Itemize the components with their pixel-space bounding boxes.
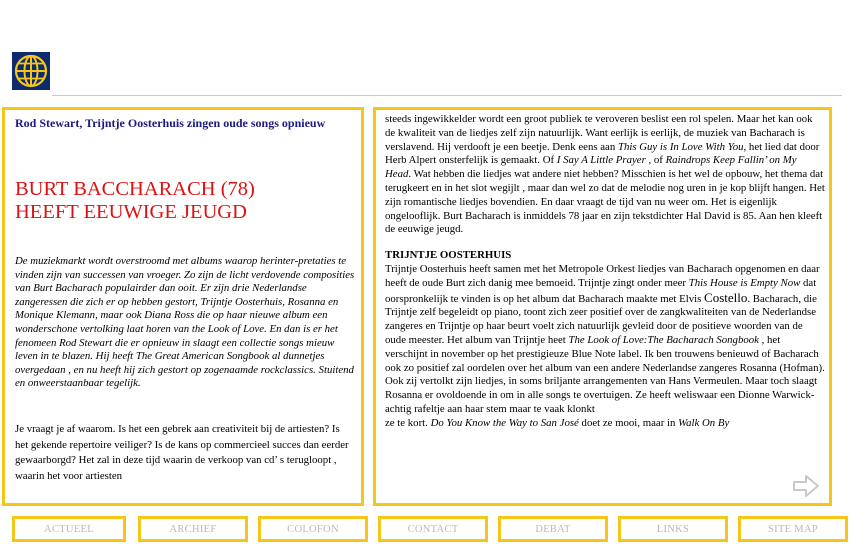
paragraph-3: ze te kort. Do You Know the Way to San José doet ze mooi, maar in Walk On By bbox=[385, 416, 730, 429]
header-divider bbox=[52, 95, 842, 96]
article-intro: De muziekmarkt wordt overstroomd met albums waarop herinter-pretaties te vinden zijn van successen van vroeger. Zo zijn de licht verdovende composities van Burt Bacharach populairder dan ooit. Er zijn drie Nederlandse zangeressen die zich er op hebben gestort, Trijntje Oosterhuis, Rosanna en Monique Klemann, maar ook Diana Ross die op haar nieuwe album een wonderschone vertolking laat horen van the Look of Love. En dan is er het fenomeen Rod Stewart die er opnieuw in slaagt een collectie songs mieuw leven in te blazen. Hij heeft The Great American Songbook al dunnetjes overgedaan , en nu heeft hij zich gestort op zogenaamde rockclassics. Stuitend en onweerstaanbaar tegelijk. bbox=[15, 255, 355, 390]
article-right-panel bbox=[373, 107, 832, 506]
headline-line-1: BURT BACCHARACH (78) bbox=[15, 178, 255, 200]
article-body-start: Je vraagt je af waarom. Is het een gebrek aan creativiteit bij de artiesten? Is het gekende repertoire veiliger? Is de kans op commercieel succes dan eerder gewaarborgd? Het zal in deze tijd waarin de verkoop van cd’ s terugloopt , waarin het voor artiesten bbox=[15, 423, 349, 482]
arrow-right-icon[interactable] bbox=[792, 474, 820, 498]
globe-logo-icon bbox=[12, 52, 50, 90]
nav-site-map[interactable]: SITE MAP bbox=[738, 516, 848, 542]
nav-contact[interactable]: CONTACT bbox=[378, 516, 488, 542]
nav-links[interactable]: LINKS bbox=[618, 516, 728, 542]
article-headline bbox=[15, 178, 355, 224]
article-left-panel bbox=[2, 107, 364, 506]
nav-colofon[interactable]: COLOFON bbox=[258, 516, 368, 542]
nav-archief[interactable]: ARCHIEF bbox=[138, 516, 248, 542]
article-kicker: Rod Stewart, Trijntje Oosterhuis zingen oude songs opnieuw bbox=[15, 116, 326, 130]
paragraph-2: TRIJNTJE OOSTERHUIS Trijntje Oosterhuis heeft samen met het Metropole Orkest liedjes van Bacharach opgenomen en daar heeft de oude Burt zich danig mee bemoeid. Trijntje zingt onder meer This House is Empty Now dat oorspronkelijk te vinden is op het album dat Bacharach maakte met Elvis Costello. Bacharach, die Trijntje zelf begeleidt op piano, toont zich zeer positief over de zangkwaliteiten van de Nederlandse zangeres en Trijntje op haar beurt voelt zich natuurlijk gevleid door de positieve woorden van de oude meester. Het album van Trijntje heet The Look of Love:The Bacharach Songbook , het verschijnt in november op het prestigieuze Blue Note label. Ik ben trouwens benieuwd of Bacharach ook zo positief zal oordelen over het album van een andere Nederlandse zangeres Rosanna (Hofman). Ook zij vertolkt zijn liedjes, in soms briljante arrangementen van Hans Vermeulen. Maar toch slaagt Rosanna er ovoldoende in om in alle songs te overtuigen. Ze heeft weliswaar een Dionne Warwick-achtig rafeltje aan haar stem maar te vaak klonkt bbox=[385, 249, 825, 415]
nav-actueel[interactable]: ACTUEEL bbox=[12, 516, 126, 542]
headline-line-2: HEEFT EEUWIGE JEUGD bbox=[15, 201, 247, 223]
paragraph-1: steeds ingewikkelder wordt een groot publiek te veroveren beslist een rol spelen. Maar het kan ook de kwaliteit van de liedjes zelf zijn natuurlijk. Want eerlijk is eerlijk, de muziek van Bacharach is verslavend. Hij verdooft je een beetje. Denk eens aan This Guy is In Love With You, het lied dat door Herb Alpert onsterfelijk is gemaakt. Of I Say A Little Prayer , of Raindrops Keep Fallin’ on My Head. Wat hebben die liedjes wat andere niet hebben? Misschien is het wel de opbouw, het thema dat terugkeert en in het slot wegijlt , maar dan wel zo dat de melodie nog uren in je kop blijft hangen. Het zijn romantische liedjes bovendien. En daar vraagt de tijd van nu weer om. Het is eigenlijk ongelooflijk. Burt Bacharach is inmiddels 78 jaar en zijn tekstdichter Hal David is 85. Aan hen kleeft de eeuwige jeugd. bbox=[385, 113, 825, 236]
section-subhead: TRIJNTJE OOSTERHUIS bbox=[385, 249, 512, 262]
nav-debat[interactable]: DEBAT bbox=[498, 516, 608, 542]
article-continuation bbox=[385, 113, 825, 431]
